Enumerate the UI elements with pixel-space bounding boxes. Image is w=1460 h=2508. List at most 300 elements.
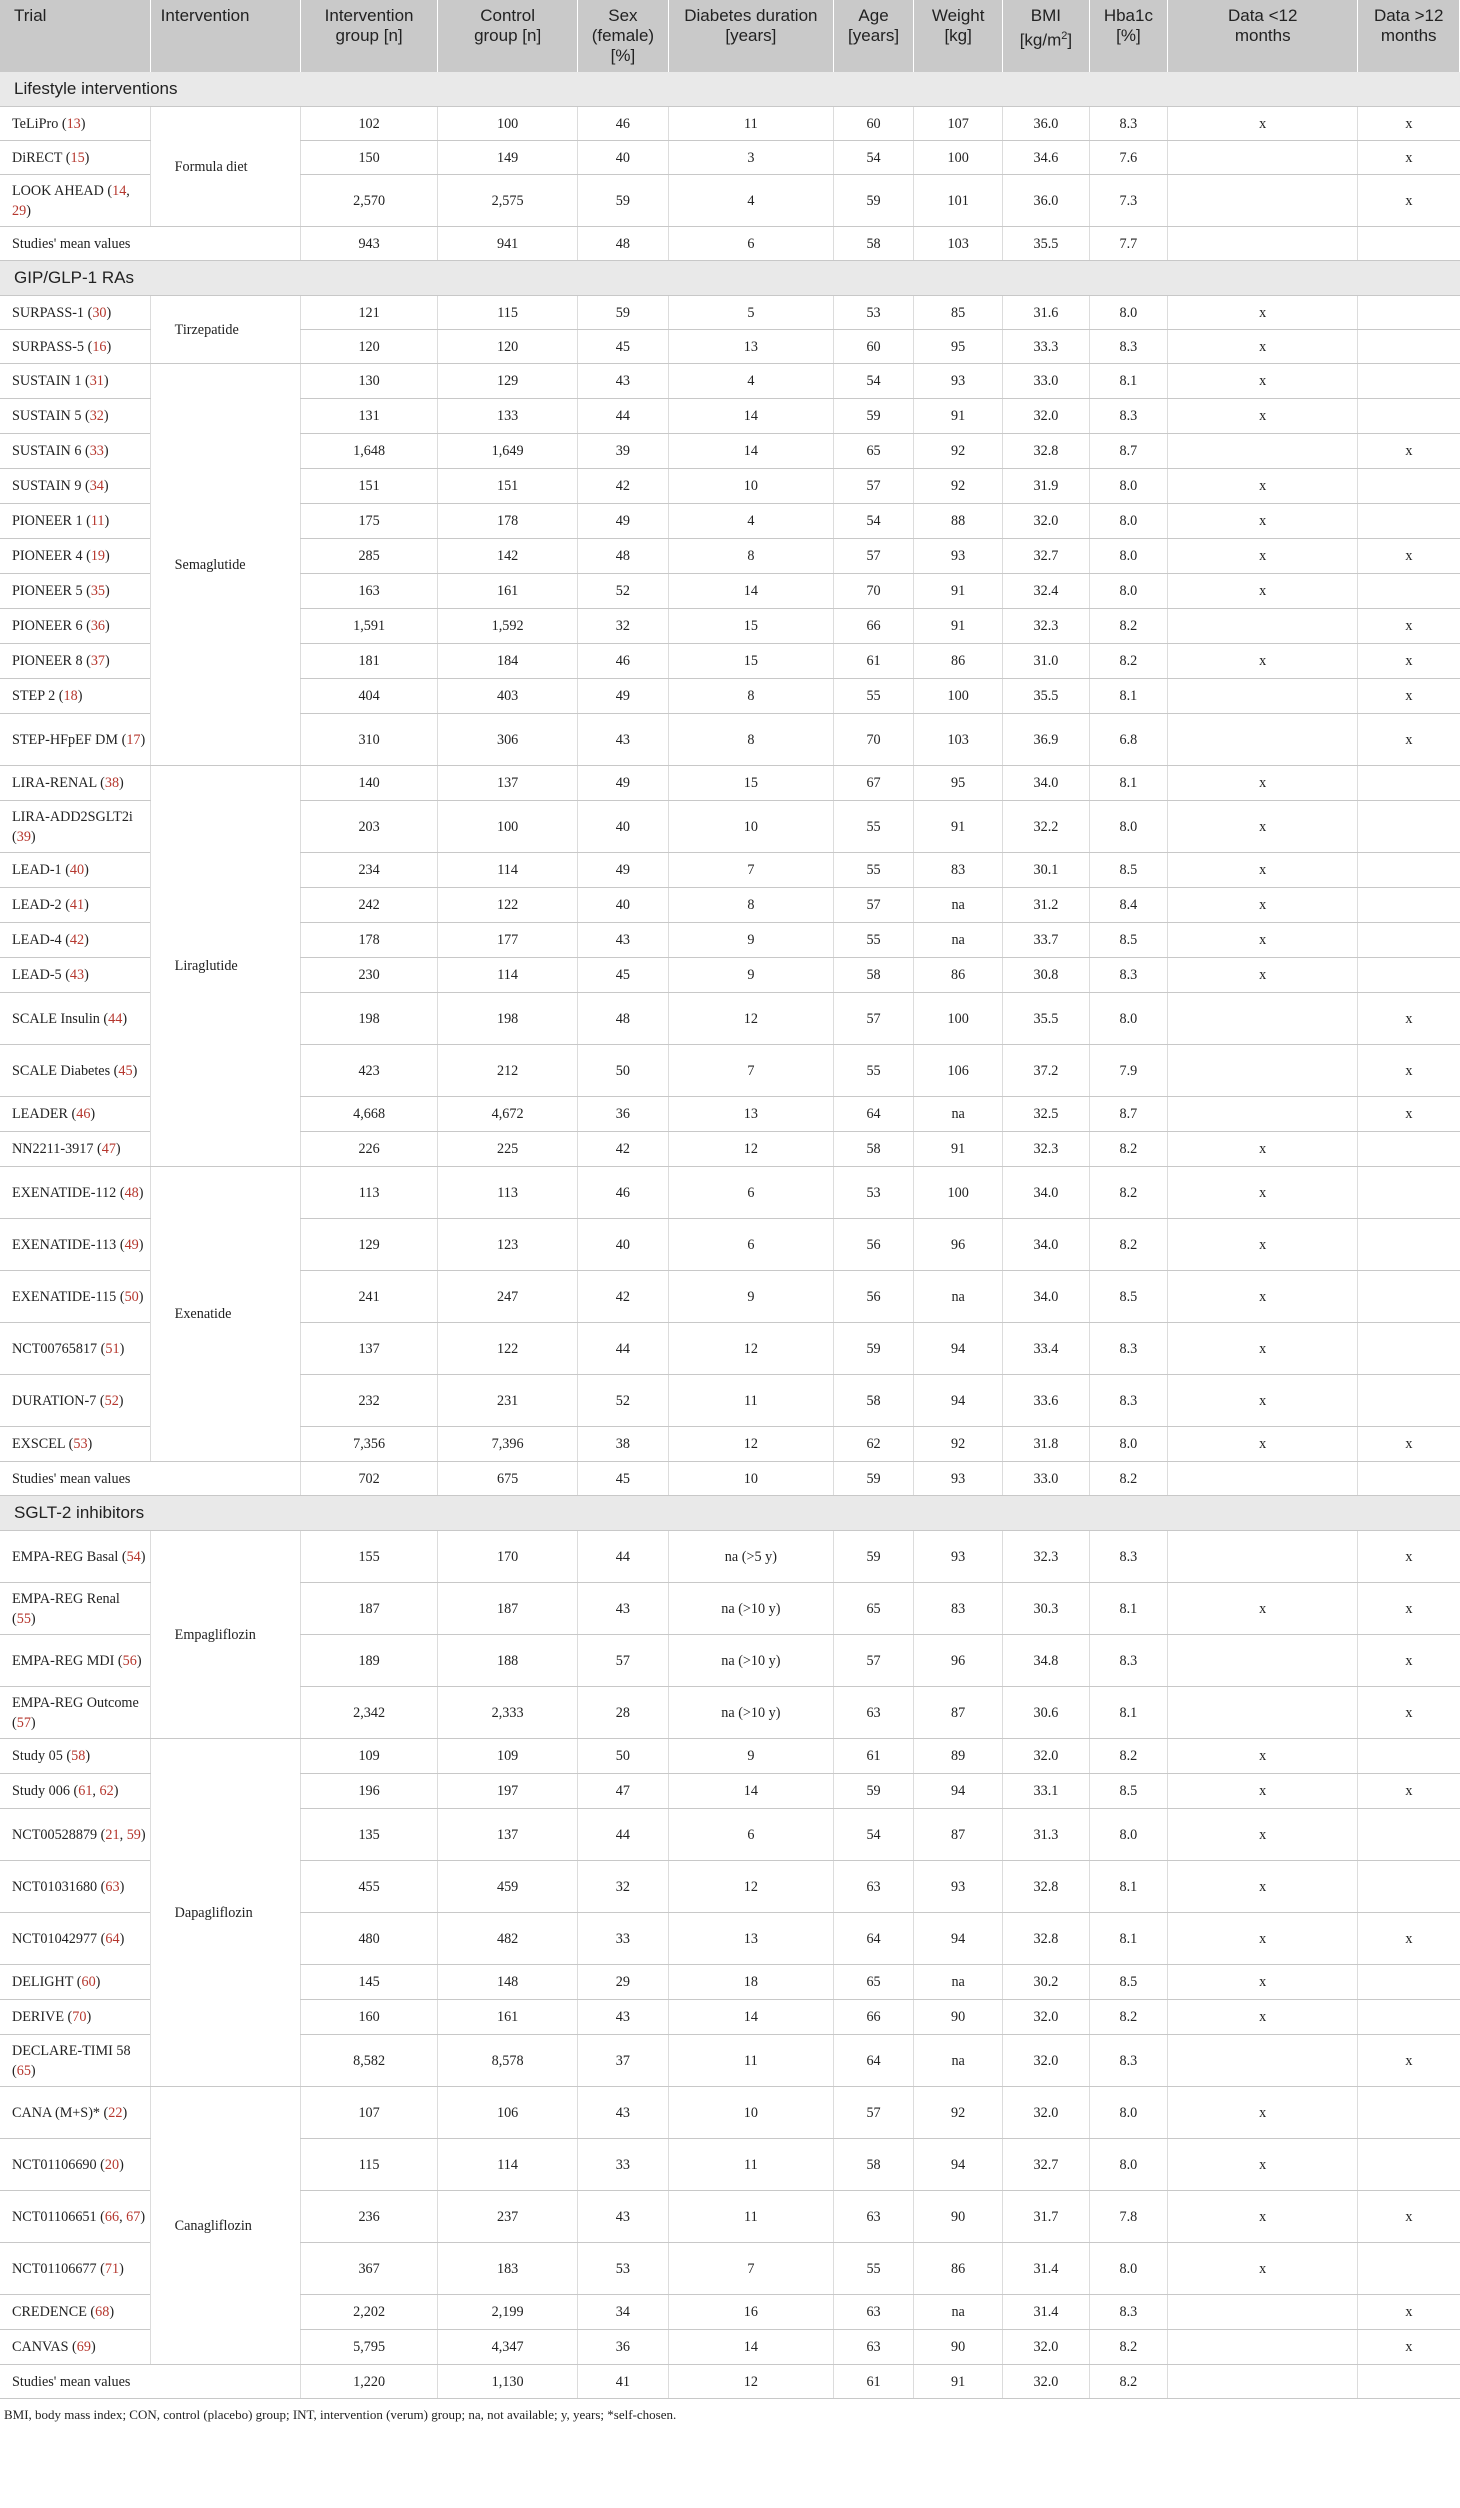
reference-link[interactable]: 17 (126, 731, 141, 748)
data-cell: x (1168, 923, 1358, 958)
data-cell: 40 (577, 1219, 668, 1271)
data-cell: 59 (577, 175, 668, 227)
data-cell: 121 (300, 296, 437, 330)
data-cell: 285 (300, 539, 437, 574)
data-cell: 1,592 (438, 609, 578, 644)
data-cell: 33.6 (1003, 1375, 1090, 1427)
mean-value-cell: 35.5 (1003, 227, 1090, 261)
mean-values-row (0, 227, 1460, 261)
data-cell: 31.4 (1003, 2243, 1090, 2295)
data-cell: 137 (300, 1323, 437, 1375)
data-cell: 32.5 (1003, 1097, 1090, 1132)
data-cell: 8.2 (1089, 1132, 1167, 1167)
data-cell: 142 (438, 539, 578, 574)
data-cell: 197 (438, 1774, 578, 1809)
trial-name-cell: EMPA-REG MDI (56) (0, 1635, 150, 1687)
data-cell: 39 (577, 434, 668, 469)
data-cell: 107 (300, 2087, 437, 2139)
data-cell: 7.8 (1089, 2191, 1167, 2243)
data-cell: 94 (914, 1375, 1003, 1427)
data-cell: 2,575 (438, 175, 578, 227)
reference-link[interactable]: 61 (78, 1783, 93, 1799)
data-cell: 30.3 (1003, 1583, 1090, 1635)
data-cell: x (1168, 330, 1358, 364)
intervention-cell: Liraglutide (150, 766, 300, 1167)
data-cell: 43 (577, 364, 668, 399)
data-cell: 32.0 (1003, 2330, 1090, 2365)
data-cell: 52 (577, 574, 668, 609)
data-cell: 49 (577, 853, 668, 888)
mean-value-cell: 8.2 (1089, 2365, 1167, 2399)
trial-name-cell: DERIVE (70) (0, 2000, 150, 2035)
mean-values-row (0, 2365, 1460, 2399)
data-cell: 8.2 (1089, 644, 1167, 679)
data-cell: 178 (300, 923, 437, 958)
data-cell: 59 (577, 296, 668, 330)
mean-value-cell: 702 (300, 1462, 437, 1496)
data-cell: 91 (914, 609, 1003, 644)
data-cell: 92 (914, 1427, 1003, 1462)
data-cell: 67 (833, 766, 913, 801)
data-cell: 7 (668, 2243, 833, 2295)
data-cell: 8 (668, 714, 833, 766)
trial-name-cell: LIRA-RENAL (38) (0, 766, 150, 801)
trial-name-cell: SUSTAIN 5 (32) (0, 399, 150, 434)
data-cell: 306 (438, 714, 578, 766)
reference-link[interactable]: 45 (118, 1062, 133, 1079)
data-cell: 8.2 (1089, 609, 1167, 644)
data-cell: 2,202 (300, 2295, 437, 2330)
data-cell: 54 (833, 1809, 913, 1861)
data-cell: x (1168, 1132, 1358, 1167)
data-cell (1358, 1739, 1460, 1774)
trial-name-cell: SUSTAIN 9 (34) (0, 469, 150, 504)
data-cell: 34.6 (1003, 141, 1090, 175)
data-cell: 8.5 (1089, 1965, 1167, 2000)
data-cell: 15 (668, 644, 833, 679)
reference-link[interactable]: 30 (92, 304, 107, 321)
data-cell: 31.2 (1003, 888, 1090, 923)
data-cell: x (1168, 1375, 1358, 1427)
data-cell: 93 (914, 1531, 1003, 1583)
intervention-cell: Empagliflozin (150, 1531, 300, 1739)
data-cell: 31.0 (1003, 644, 1090, 679)
data-cell: 8.3 (1089, 107, 1167, 141)
reference-link[interactable]: 42 (69, 932, 85, 948)
data-cell: 32 (577, 609, 668, 644)
data-cell: 95 (914, 766, 1003, 801)
data-cell: 175 (300, 504, 437, 539)
reference-link[interactable]: 67 (126, 2208, 141, 2225)
reference-link[interactable]: 16 (92, 338, 107, 355)
data-cell: 6.8 (1089, 714, 1167, 766)
reference-link[interactable]: 69 (76, 2339, 91, 2355)
trial-name-cell: DiRECT (15) (0, 141, 150, 175)
reference-link[interactable]: 63 (105, 1878, 120, 1895)
reference-link[interactable]: 48 (124, 1184, 139, 1201)
data-cell: x (1168, 1861, 1358, 1913)
data-cell: 8.5 (1089, 853, 1167, 888)
data-cell: 53 (833, 296, 913, 330)
data-cell: x (1358, 2330, 1460, 2365)
data-cell: 32.7 (1003, 539, 1090, 574)
data-cell: 40 (577, 888, 668, 923)
data-cell: 12 (668, 993, 833, 1045)
data-cell: 423 (300, 1045, 437, 1097)
data-cell: 129 (438, 364, 578, 399)
data-cell: x (1358, 107, 1460, 141)
data-cell: 160 (300, 2000, 437, 2035)
reference-link[interactable]: 65 (16, 2062, 31, 2079)
data-cell (1358, 2000, 1460, 2035)
data-cell: 4 (668, 175, 833, 227)
reference-link[interactable]: 51 (105, 1340, 120, 1357)
reference-link[interactable]: 20 (104, 2156, 120, 2173)
reference-link[interactable]: 46 (76, 1106, 91, 1122)
reference-link[interactable]: 47 (101, 1141, 116, 1157)
data-cell: 242 (300, 888, 437, 923)
data-cell: 36 (577, 2330, 668, 2365)
column-header: Intervention (150, 0, 300, 72)
data-cell: 63 (833, 1687, 913, 1739)
data-cell: 89 (914, 1739, 1003, 1774)
data-cell: na (>5 y) (668, 1531, 833, 1583)
data-cell: x (1358, 993, 1460, 1045)
data-cell: 32 (577, 1861, 668, 1913)
data-cell: 35.5 (1003, 993, 1090, 1045)
table-footnote: BMI, body mass index; CON, control (placebo) group; INT, intervention (verum) group; na, not available; y, years; *self-chosen. (4, 2407, 677, 2422)
data-cell: 13 (668, 1913, 833, 1965)
data-cell: 8.3 (1089, 958, 1167, 993)
data-cell: 8.0 (1089, 2139, 1167, 2191)
reference-link[interactable]: 57 (16, 1714, 31, 1731)
reference-link[interactable]: 55 (16, 1610, 31, 1627)
data-cell: 8.0 (1089, 801, 1167, 853)
data-cell: 7.9 (1089, 1045, 1167, 1097)
reference-link[interactable]: 38 (104, 775, 120, 791)
data-cell: 178 (438, 504, 578, 539)
reference-link[interactable]: 43 (69, 967, 85, 983)
mean-value-cell (1168, 2365, 1358, 2399)
data-cell: 7,356 (300, 1427, 437, 1462)
reference-link[interactable]: 14 (112, 182, 127, 199)
data-cell: 310 (300, 714, 437, 766)
trial-name-cell: LEAD-2 (41) (0, 888, 150, 923)
data-cell: 100 (914, 141, 1003, 175)
section-header-row (0, 72, 1460, 107)
data-cell: 34.0 (1003, 1167, 1090, 1219)
data-cell: na (>10 y) (668, 1687, 833, 1739)
reference-link[interactable]: 58 (71, 1748, 86, 1764)
data-cell: 137 (438, 1809, 578, 1861)
data-cell: 150 (300, 141, 437, 175)
mean-value-cell: 91 (914, 2365, 1003, 2399)
data-cell: 31.9 (1003, 469, 1090, 504)
data-cell: 8.0 (1089, 2243, 1167, 2295)
data-cell: 1,648 (300, 434, 437, 469)
trial-name-cell: NCT00528879 (21, 59) (0, 1809, 150, 1861)
data-cell: 55 (833, 801, 913, 853)
column-header: Trial (0, 0, 150, 72)
data-cell: 61 (833, 1739, 913, 1774)
reference-link[interactable]: 18 (63, 688, 78, 704)
reference-link[interactable]: 66 (104, 2208, 120, 2225)
data-cell: 93 (914, 1861, 1003, 1913)
data-cell: 101 (914, 175, 1003, 227)
data-cell: 100 (914, 1167, 1003, 1219)
trial-name-cell: DECLARE-TIMI 58 (65) (0, 2035, 150, 2087)
data-cell: 37.2 (1003, 1045, 1090, 1097)
data-cell: 8.1 (1089, 1913, 1167, 1965)
data-cell (1168, 1097, 1358, 1132)
data-cell: 113 (300, 1167, 437, 1219)
data-cell: 151 (438, 469, 578, 504)
reference-link[interactable]: 53 (73, 1436, 88, 1452)
reference-link[interactable]: 41 (69, 897, 85, 913)
reference-link[interactable]: 64 (105, 1930, 120, 1947)
data-cell: 64 (833, 1913, 913, 1965)
intervention-cell: Dapagliflozin (150, 1739, 300, 2087)
data-cell: x (1168, 364, 1358, 399)
data-cell: 7.6 (1089, 141, 1167, 175)
data-cell: 187 (438, 1583, 578, 1635)
data-cell: x (1168, 1219, 1358, 1271)
trial-name-cell: NCT01031680 (63) (0, 1861, 150, 1913)
data-cell: x (1168, 644, 1358, 679)
reference-link[interactable]: 15 (70, 149, 85, 166)
trial-name-cell: TeLiPro (13) (0, 107, 150, 141)
trial-name-cell: PIONEER 4 (19) (0, 539, 150, 574)
data-cell: 161 (438, 2000, 578, 2035)
column-header: Diabetes duration [years] (668, 0, 833, 72)
mean-value-cell: 93 (914, 1462, 1003, 1496)
data-cell: 459 (438, 1861, 578, 1913)
reference-link[interactable]: 29 (12, 202, 27, 219)
data-cell: 50 (577, 1045, 668, 1097)
data-cell: 92 (914, 2087, 1003, 2139)
reference-link[interactable]: 60 (81, 1974, 96, 1990)
data-cell: 148 (438, 1965, 578, 2000)
data-cell (1168, 609, 1358, 644)
reference-link[interactable]: 49 (124, 1236, 139, 1253)
mean-value-cell: 32.0 (1003, 2365, 1090, 2399)
data-cell: 181 (300, 644, 437, 679)
data-cell: x (1358, 141, 1460, 175)
data-cell: 46 (577, 107, 668, 141)
trial-name-cell: NCT01042977 (64) (0, 1913, 150, 1965)
mean-value-cell: 943 (300, 227, 437, 261)
data-cell: 59 (833, 1531, 913, 1583)
data-cell: x (1358, 644, 1460, 679)
data-cell: 65 (833, 1583, 913, 1635)
reference-link[interactable]: 22 (108, 2104, 123, 2121)
data-cell: 149 (438, 141, 578, 175)
reference-link[interactable]: 44 (108, 1010, 123, 1027)
data-cell (1358, 923, 1460, 958)
data-cell: 44 (577, 1531, 668, 1583)
reference-link[interactable]: 31 (89, 373, 104, 389)
data-cell: 11 (668, 1375, 833, 1427)
reference-link[interactable]: 32 (89, 408, 104, 424)
data-cell: 8.0 (1089, 469, 1167, 504)
data-cell (1358, 2139, 1460, 2191)
reference-link[interactable]: 50 (124, 1288, 139, 1305)
table-row (0, 1739, 1460, 1774)
reference-link[interactable]: 34 (89, 478, 104, 494)
data-cell: 10 (668, 2087, 833, 2139)
mean-values-label: Studies' mean values (0, 227, 300, 261)
reference-link[interactable]: 52 (104, 1392, 119, 1409)
data-cell: 55 (833, 923, 913, 958)
data-cell: 187 (300, 1583, 437, 1635)
data-cell: 232 (300, 1375, 437, 1427)
data-cell: 231 (438, 1375, 578, 1427)
data-cell: 91 (914, 801, 1003, 853)
reference-link[interactable]: 39 (16, 828, 31, 845)
data-cell: x (1358, 434, 1460, 469)
data-cell: x (1168, 766, 1358, 801)
data-cell: 367 (300, 2243, 437, 2295)
data-cell: 8.0 (1089, 574, 1167, 609)
data-cell (1358, 1167, 1460, 1219)
data-cell: x (1358, 1774, 1460, 1809)
reference-link[interactable]: 71 (104, 2260, 120, 2277)
data-cell: 32.0 (1003, 1739, 1090, 1774)
reference-link[interactable]: 33 (89, 443, 104, 459)
data-cell: 43 (577, 2000, 668, 2035)
intervention-cell: Formula diet (150, 107, 300, 227)
data-cell: 66 (833, 609, 913, 644)
data-cell: 189 (300, 1635, 437, 1687)
trial-name-cell: NN2211-3917 (47) (0, 1132, 150, 1167)
data-cell: 4,347 (438, 2330, 578, 2365)
data-cell: x (1168, 888, 1358, 923)
data-cell: x (1168, 1739, 1358, 1774)
data-cell: 87 (914, 1809, 1003, 1861)
data-cell: 8.2 (1089, 1219, 1167, 1271)
data-cell: 60 (833, 107, 913, 141)
data-cell: 91 (914, 399, 1003, 434)
trial-name-cell: PIONEER 1 (11) (0, 504, 150, 539)
data-cell: 92 (914, 469, 1003, 504)
data-cell: 120 (300, 330, 437, 364)
data-cell: 93 (914, 539, 1003, 574)
data-cell: 480 (300, 1913, 437, 1965)
data-cell: 32.8 (1003, 434, 1090, 469)
data-cell: 43 (577, 923, 668, 958)
data-cell: x (1168, 801, 1358, 853)
column-header: Data <12 months (1168, 0, 1358, 72)
data-cell: 8.7 (1089, 434, 1167, 469)
data-cell (1168, 714, 1358, 766)
data-cell: 57 (577, 1635, 668, 1687)
mean-value-cell: 1,220 (300, 2365, 437, 2399)
data-cell: 100 (914, 993, 1003, 1045)
data-cell: 109 (300, 1739, 437, 1774)
data-cell: x (1168, 1323, 1358, 1375)
data-cell (1358, 766, 1460, 801)
reference-link[interactable]: 70 (72, 2009, 87, 2025)
data-cell: x (1168, 1809, 1358, 1861)
data-cell: 46 (577, 1167, 668, 1219)
data-cell: 3 (668, 141, 833, 175)
data-cell: 114 (438, 853, 578, 888)
data-cell (1168, 1045, 1358, 1097)
column-header: Weight [kg] (914, 0, 1003, 72)
data-cell (1358, 1965, 1460, 2000)
data-cell: 113 (438, 1167, 578, 1219)
reference-link[interactable]: 40 (69, 862, 85, 878)
data-cell: 32.0 (1003, 399, 1090, 434)
data-cell: 34.0 (1003, 1219, 1090, 1271)
data-cell: 32.4 (1003, 574, 1090, 609)
reference-link[interactable]: 35 (90, 583, 106, 599)
data-cell: 86 (914, 2243, 1003, 2295)
reference-link[interactable]: 11 (90, 513, 105, 529)
reference-link[interactable]: 13 (66, 115, 81, 132)
data-cell: 130 (300, 364, 437, 399)
reference-link[interactable]: 59 (126, 1826, 141, 1843)
data-cell: 9 (668, 1739, 833, 1774)
data-cell: 94 (914, 1323, 1003, 1375)
mean-values-row (0, 1462, 1460, 1496)
trial-name-cell: LOOK AHEAD (14, 29) (0, 175, 150, 227)
section-title: SGLT-2 inhibitors (0, 1496, 1460, 1531)
data-cell: 59 (833, 1774, 913, 1809)
trial-name-cell: PIONEER 5 (35) (0, 574, 150, 609)
data-cell: 177 (438, 923, 578, 958)
trial-name-cell: SUSTAIN 1 (31) (0, 364, 150, 399)
reference-link[interactable]: 62 (99, 1783, 114, 1799)
data-cell: x (1358, 1427, 1460, 1462)
reference-link[interactable]: 68 (95, 2304, 110, 2320)
mean-values-label: Studies' mean values (0, 2365, 300, 2399)
data-cell: 8,578 (438, 2035, 578, 2087)
data-cell: 55 (833, 679, 913, 714)
data-cell: 14 (668, 2330, 833, 2365)
reference-link[interactable]: 37 (90, 653, 106, 669)
trial-name-cell: NCT01106690 (20) (0, 2139, 150, 2191)
data-cell: 57 (833, 539, 913, 574)
table-row (0, 2087, 1460, 2139)
data-cell: 4,672 (438, 1097, 578, 1132)
mean-value-cell: 1,130 (438, 2365, 578, 2399)
data-cell: 6 (668, 1167, 833, 1219)
data-cell: 29 (577, 1965, 668, 2000)
data-cell: 86 (914, 958, 1003, 993)
trial-name-cell: CANA (M+S)* (22) (0, 2087, 150, 2139)
data-cell: 12 (668, 1427, 833, 1462)
data-cell: 42 (577, 1271, 668, 1323)
data-cell: x (1168, 2139, 1358, 2191)
reference-link[interactable]: 19 (90, 548, 106, 564)
data-cell: 96 (914, 1635, 1003, 1687)
column-header: BMI $[kg/m^2]$ (1003, 0, 1090, 72)
data-cell: 133 (438, 399, 578, 434)
data-cell: 32.2 (1003, 801, 1090, 853)
trial-name-cell: EXENATIDE-112 (48) (0, 1167, 150, 1219)
data-cell: x (1168, 399, 1358, 434)
data-cell: 65 (833, 434, 913, 469)
section-header-row (0, 261, 1460, 296)
data-cell: 7 (668, 1045, 833, 1097)
reference-link[interactable]: 56 (122, 1652, 137, 1669)
data-cell: 236 (300, 2191, 437, 2243)
reference-link[interactable]: 54 (126, 1548, 141, 1565)
reference-link[interactable]: 21 (105, 1826, 120, 1843)
data-cell (1168, 993, 1358, 1045)
reference-link[interactable]: 36 (90, 618, 106, 634)
